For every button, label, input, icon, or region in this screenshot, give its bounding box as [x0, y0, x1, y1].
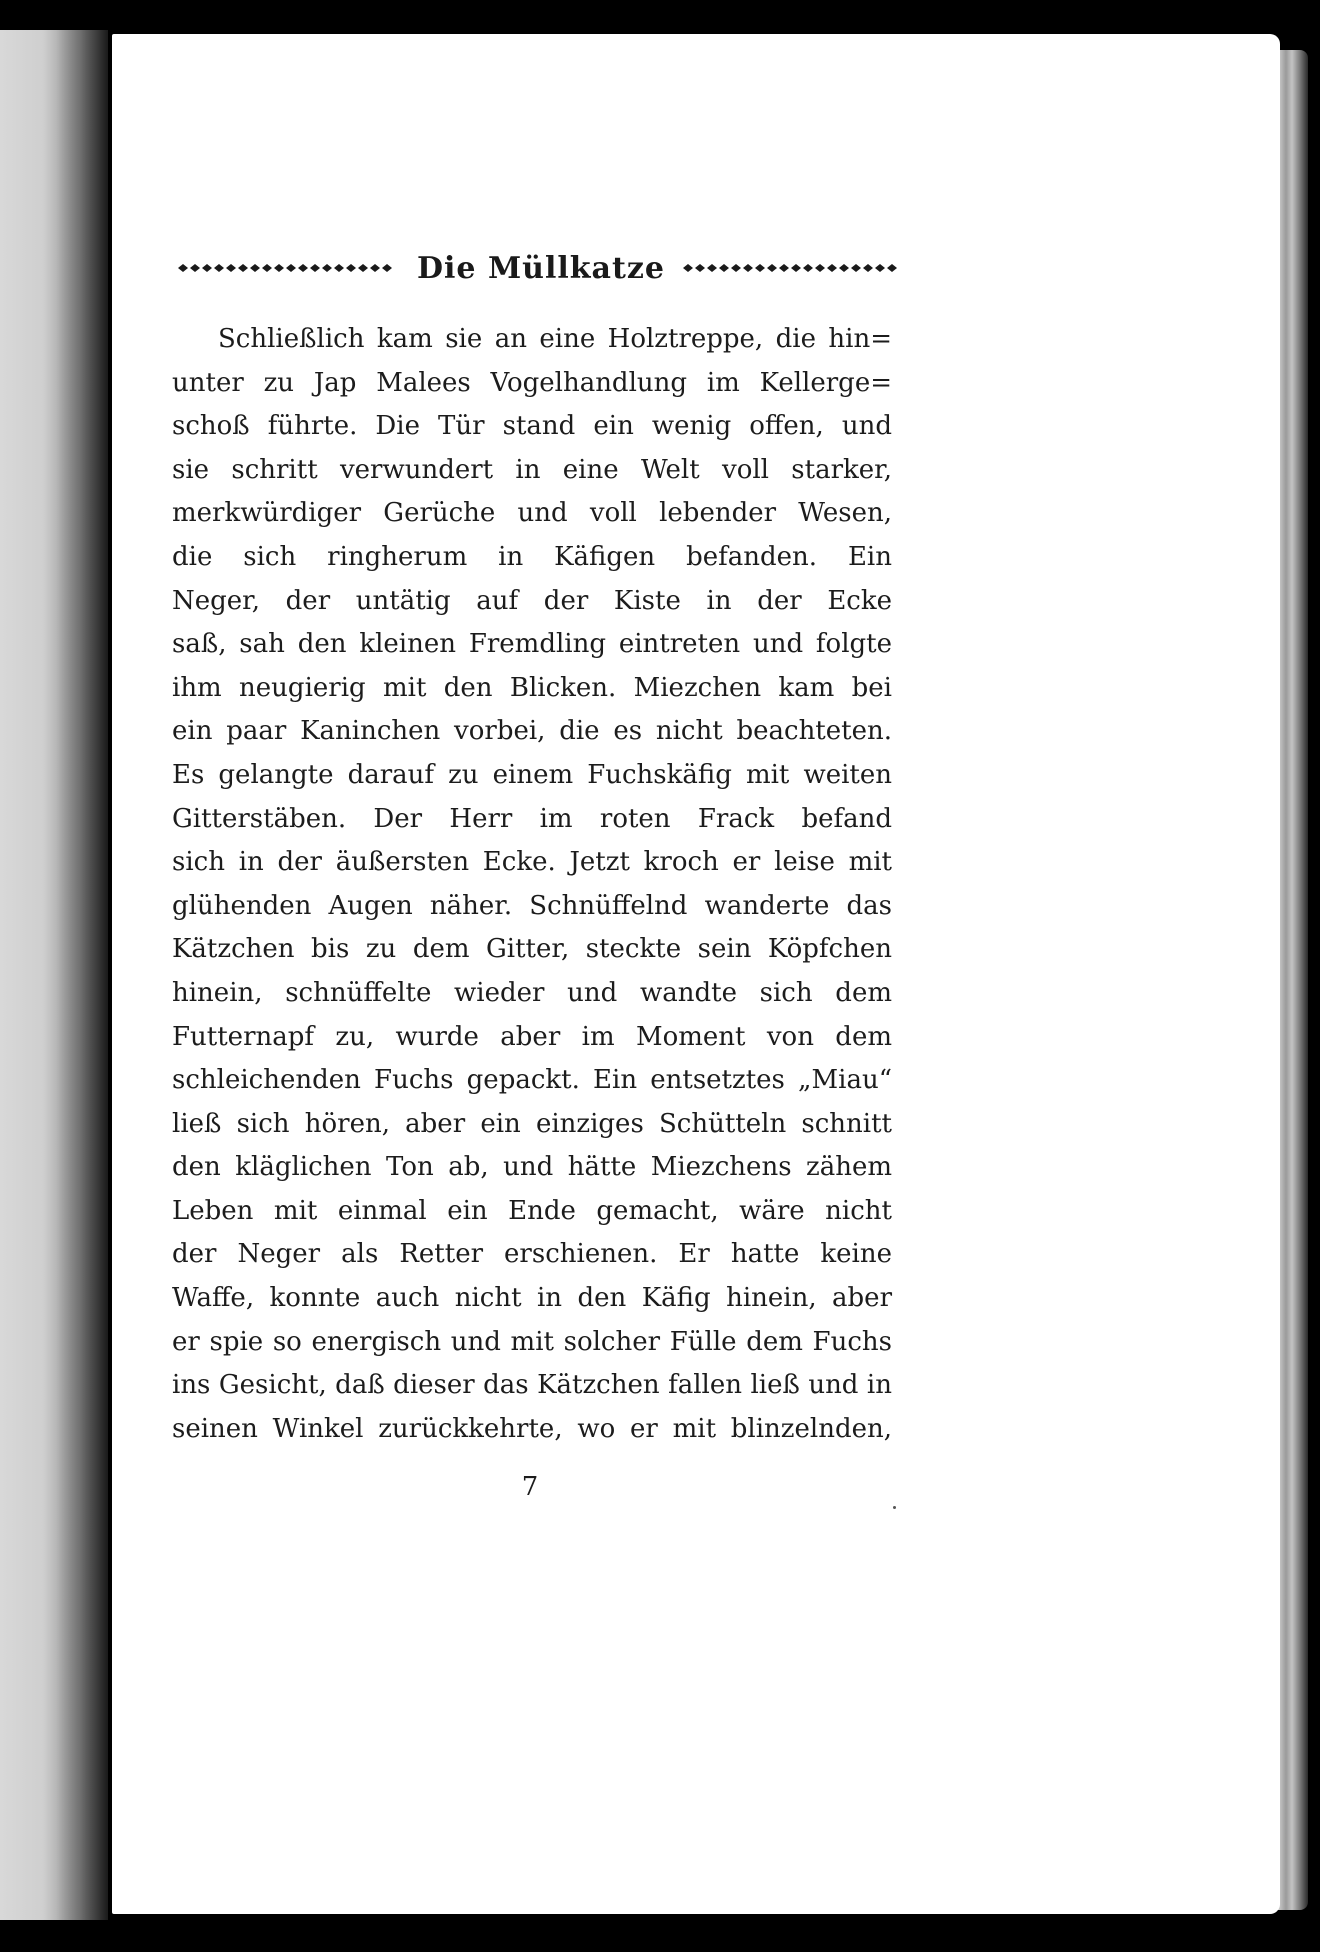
text-line: Es gelangte darauf zu einem Fuchskäfig mit weiten: [172, 759, 892, 790]
text-line: sich in der äußersten Ecke. Jetzt kroch er leise mit: [172, 847, 892, 878]
text-line: Waffe, konnte auch nicht in den Käfig hinein, aber: [172, 1283, 892, 1314]
text-line: Leben mit einmal ein Ende gemacht, wäre nicht: [172, 1195, 892, 1226]
binding-shadow: [56, 30, 116, 1920]
text-line: schleichenden Fuchs gepackt. Ein entsetztes „Miau“: [172, 1065, 892, 1096]
left-ornament-icon: [176, 261, 401, 275]
text-line: sie schritt verwundert in eine Welt voll starker,: [172, 454, 892, 485]
running-header: [176, 246, 906, 290]
text-line: Futternapf zu, wurde aber im Moment von dem: [172, 1021, 892, 1052]
text-line: glühenden Augen näher. Schnüffelnd wanderte das: [172, 890, 892, 921]
body-text: [172, 318, 892, 1451]
text-line: Kätzchen bis zu dem Gitter, steckte sein Köpfchen: [172, 934, 892, 965]
text-line: unter zu Jap Malees Vogelhandlung im Kellerge=: [172, 367, 892, 398]
text-line: Schließlich kam sie an eine Holztreppe, die hin=: [218, 324, 892, 354]
text-line: den kläglichen Ton ab, und hätte Miezchens zähem: [172, 1152, 892, 1183]
text-line: ein paar Kaninchen vorbei, die es nicht beachteten.: [172, 716, 892, 747]
text-line: ins Gesicht, daß dieser das Kätzchen fallen ließ und in: [172, 1370, 892, 1401]
running-title: Die Müllkatze: [417, 250, 665, 286]
right-ornament-icon: [681, 261, 906, 275]
text-line: hinein, schnüffelte wieder und wandte sich dem: [172, 977, 892, 1008]
page-number: 7: [521, 1472, 539, 1502]
text-line: die sich ringherum in Käfigen befanden. Ein: [172, 541, 892, 572]
dust-speck: [893, 1506, 896, 1509]
text-line: der Neger als Retter erschienen. Er hatte keine: [172, 1239, 892, 1270]
text-line: seinen Winkel zurückkehrte, wo er mit blinzelnden,: [172, 1413, 892, 1444]
text-line: Gitterstäben. Der Herr im roten Frack befand: [172, 803, 892, 834]
text-line: ihm neugierig mit den Blicken. Miezchen kam bei: [172, 672, 892, 703]
text-line: ließ sich hören, aber ein einziges Schütteln schnitt: [172, 1108, 892, 1139]
text-line: merkwürdiger Gerüche und voll lebender Wesen,: [172, 498, 892, 529]
text-line: Neger, der untätig auf der Kiste in der Ecke: [172, 585, 892, 616]
text-line: er spie so energisch und mit solcher Fülle dem Fuchs: [172, 1326, 892, 1357]
text-line: schoß führte. Die Tür stand ein wenig offen, und: [172, 411, 892, 442]
text-line: saß, sah den kleinen Fremdling eintreten und folgte: [172, 629, 892, 660]
